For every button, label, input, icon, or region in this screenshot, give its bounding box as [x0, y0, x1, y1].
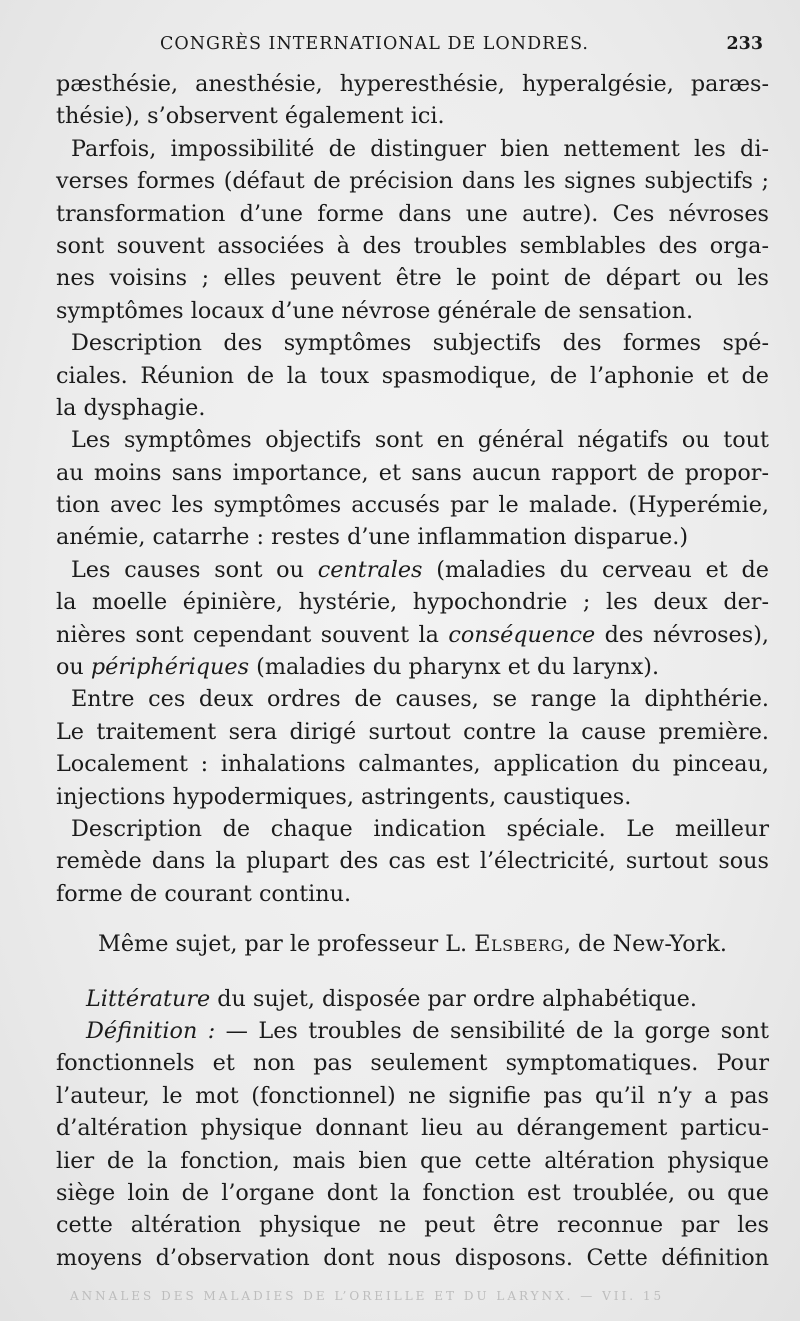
italic-term: périphériques [90, 654, 250, 681]
heading-prefix: Même sujet, par le professeur L. [98, 931, 475, 958]
text-line: cette altération physique ne peut être reconnue par les [56, 1212, 769, 1239]
text-line: anémie, catarrhe : restes d’une inflammation disparue.) [56, 524, 689, 551]
text-line: la moelle épinière, hystérie, hypochondrie ; les deux der- [56, 589, 769, 616]
text-line [56, 1015, 769, 1047]
text-fragment: du sujet, disposée par ordre alphabétique. [210, 985, 697, 1012]
text-fragment: des névroses), [595, 621, 769, 648]
text-line: nes voisins ; elles peuvent être le point de départ ou les [56, 265, 769, 292]
text-line: fonctionnels et non pas seulement symptomatiques. Pour [56, 1050, 769, 1077]
text-line: d’altération physique donnant lieu au dérangement particu- [56, 1115, 769, 1142]
text-line: siège loin de l’organe dont la fonction est troublée, ou que [56, 1179, 769, 1206]
italic-term: centrales [317, 556, 423, 583]
text-fragment: ou [56, 654, 91, 681]
text-line: remède dans la plupart des cas est l’électricité, surtout sous [56, 848, 769, 875]
text-fragment: nières sont cependant souvent la [56, 621, 449, 648]
text-line: ciales. Réunion de la toux spasmodique, de l’aphonie et de [56, 362, 769, 389]
heading-suffix: , de New-York. [563, 931, 727, 958]
page-number: 233 [726, 34, 763, 54]
text-line: Entre ces deux ordres de causes, se range la diphthérie. [71, 686, 769, 713]
text-fragment: Les causes sont ou [71, 556, 318, 583]
spacer [56, 961, 769, 983]
text-line: injections hypodermiques, astringents, caustiques. [56, 783, 632, 810]
text-line: Description des symptômes subjectifs des formes spé- [71, 330, 769, 357]
italic-term: conséquence [448, 621, 596, 648]
text-line: Description de chaque indication spéciale. Le meilleur [71, 815, 769, 842]
italic-term: Définition : [86, 1017, 216, 1044]
text-line: tion avec les symptômes accusés par le malade. (Hyperémie, [56, 492, 769, 519]
body-text [56, 68, 769, 1274]
text-line [56, 651, 769, 683]
text-line: moyens d’observation dont nous disposons. Cette définition [56, 1244, 769, 1271]
text-line: verses formes (défaut de précision dans les signes subjectifs ; [56, 168, 769, 195]
text-line: la dysphagie. [56, 394, 206, 421]
author-name: Elsberg [474, 931, 564, 958]
text-line [56, 554, 769, 586]
text-fragment: — Les troubles de sensibilité de la gorge sont [215, 1017, 769, 1044]
spacer [56, 910, 769, 928]
text-line [56, 619, 769, 651]
text-line: transformation d’une forme dans une autre). Ces névroses [56, 200, 769, 227]
page-footer: ANNALES DES MALADIES DE L’OREILLE ET DU LARYNX. — VII. 15 [70, 1289, 665, 1303]
text-line: sont souvent associées à des troubles semblables des orga- [56, 232, 769, 259]
page-header [60, 30, 765, 60]
text-line: Les symptômes objectifs sont en général négatifs ou tout [71, 427, 769, 454]
italic-term: Littérature [86, 985, 211, 1012]
text-line: symptômes locaux d’une névrose générale de sensation. [56, 297, 694, 324]
text-line: lier de la fonction, mais bien que cette altération physique [56, 1147, 769, 1174]
text-line: forme de courant continu. [56, 880, 352, 907]
text-fragment: (maladies du pharynx et du larynx). [249, 654, 660, 681]
text-line: pæsthésie, anesthésie, hyperesthésie, hyperalgésie, paræs- [56, 71, 769, 97]
text-fragment: (maladies du cerveau et de [422, 556, 769, 583]
text-line: Localement : inhalations calmantes, application du pinceau, [56, 751, 769, 778]
text-line: Parfois, impossibilité de distinguer bien nettement les di- [71, 135, 769, 162]
text-line: Le traitement sera dirigé surtout contre la cause première. [56, 718, 769, 745]
text-line: l’auteur, le mot (fonctionnel) ne signifie pas qu’il n’y a pas [56, 1082, 769, 1109]
section-heading [56, 928, 769, 960]
text-line: au moins sans importance, et sans aucun rapport de propor- [56, 459, 769, 486]
text-line [56, 983, 769, 1015]
text-line: thésie), s’observent également ici. [56, 103, 445, 130]
running-head: CONGRÈS INTERNATIONAL DE LONDRES. [160, 34, 589, 54]
